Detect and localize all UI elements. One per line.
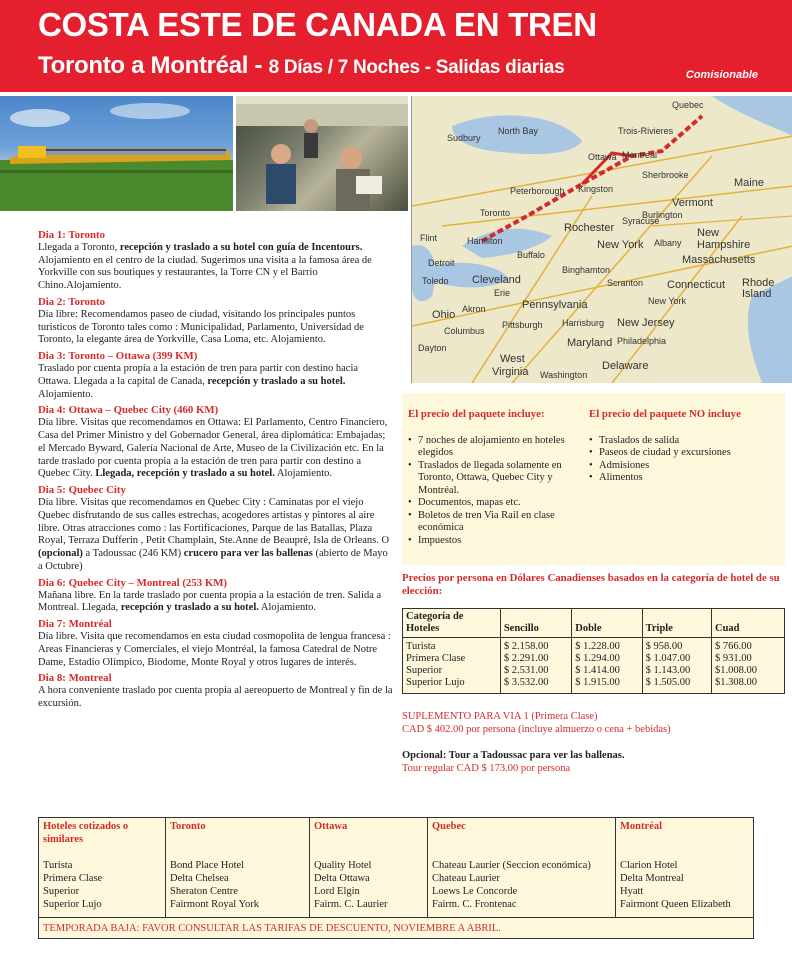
excludes-title: El precio del paquete NO incluye — [589, 408, 741, 420]
svg-text:New: New — [697, 227, 720, 239]
day-title: Dia 1: Toronto — [38, 229, 105, 241]
train-photo-art — [0, 96, 233, 211]
svg-text:Virginia: Virginia — [492, 366, 529, 378]
page-subtitle — [38, 52, 564, 80]
price-cell: $ 1.294.00 — [572, 653, 642, 665]
svg-text:Trois-Rivieres: Trois-Rivieres — [618, 126, 674, 136]
svg-text:Binghamton: Binghamton — [562, 265, 611, 275]
svg-text:Pittsburgh: Pittsburgh — [502, 320, 543, 330]
svg-text:Rochester: Rochester — [564, 222, 615, 234]
day-text: a Tadoussac (246 KM) — [82, 548, 184, 560]
hotel-column-header: Quebec — [432, 821, 466, 832]
excludes-item: • Paseos de ciudad y excursiones — [589, 447, 779, 460]
itinerary-day — [38, 618, 393, 669]
svg-text:Toledo: Toledo — [422, 276, 449, 286]
svg-text:Akron: Akron — [462, 304, 486, 314]
svg-text:Dayton: Dayton — [418, 343, 447, 353]
subtitle-route: Toronto a Montréal - — [38, 52, 269, 79]
includes-item: • 7 noches de alojamiento en hoteles elegidos — [408, 435, 583, 460]
svg-text:Hampshire: Hampshire — [697, 239, 751, 251]
day-title: Dia 7: Montréal — [38, 618, 112, 631]
price-col-header: Cuad — [712, 609, 785, 638]
price-category: Primera Clase — [406, 653, 466, 664]
day-text: Alojamiento en el centro de la ciudad. Sugerimos una visita a la famosa área de Yorkville con sus boutiques y restaurantes, la Torre CN y el Barrio Chino.Alojamiento. — [38, 254, 372, 292]
excludes-column — [589, 408, 779, 485]
price-cell: $ 1.414.00 — [572, 665, 642, 677]
price-cell: $ 958.00 — [642, 638, 711, 654]
svg-text:New Jersey: New Jersey — [617, 317, 675, 329]
passengers-photo-art — [236, 96, 408, 211]
price-category: Superior — [406, 665, 443, 676]
day-description — [38, 590, 393, 616]
header-banner — [0, 0, 792, 92]
price-row — [403, 638, 784, 654]
price-table-header — [403, 609, 784, 638]
svg-text:New York: New York — [648, 296, 687, 306]
hotel-column — [615, 818, 755, 917]
excludes-list — [589, 435, 779, 485]
price-cell: $ 2.291.00 — [500, 653, 571, 665]
low-season-note: TEMPORADA BAJA: FAVOR CONSULTAR LAS TARIFAS DE DESCUENTO, NOVIEMBRE A ABRIL. — [39, 917, 753, 939]
price-note: Precios por persona en Dólares Canadienses basados en la categoría de hotel de su elección: — [402, 572, 780, 597]
svg-text:North Bay: North Bay — [498, 126, 539, 136]
price-cell: $ 1.143.00 — [642, 665, 711, 677]
subtitle-details: 8 Días / 7 Noches - Salidas diarias — [268, 57, 565, 78]
day-highlight: crucero para ver las ballenas — [183, 548, 313, 560]
svg-text:Washington: Washington — [540, 370, 588, 380]
day-description — [38, 242, 393, 293]
svg-text:Detroit: Detroit — [428, 258, 455, 268]
commissionable-label: Comisionable — [685, 69, 758, 81]
day-description — [38, 309, 393, 347]
route-map — [411, 96, 792, 383]
price-cell: $ 2.531.00 — [500, 665, 571, 677]
svg-text:Rhode: Rhode — [742, 277, 775, 289]
day-highlight: recepción y traslado a su hotel. — [207, 375, 346, 387]
itinerary-day — [38, 484, 393, 574]
day-title: Dia 8: Montreal — [38, 672, 112, 685]
price-table — [402, 608, 785, 694]
route-map-art — [412, 96, 792, 383]
svg-text:Toronto: Toronto — [480, 208, 511, 218]
hotel-item: Clarion Hotel — [620, 860, 678, 871]
itinerary-day — [38, 296, 393, 347]
svg-text:Montreal: Montreal — [622, 150, 658, 160]
hotel-item: Loews Le Concorde — [432, 886, 518, 897]
hotel-list — [620, 859, 751, 911]
hotel-item: Primera Clase — [43, 873, 103, 884]
itinerary-day — [38, 350, 393, 401]
price-cell: $ 931.00 — [712, 653, 785, 665]
optional-title: Opcional: Tour a Tadoussac para ver las ballenas. — [402, 750, 625, 761]
price-category: Superior Lujo — [406, 677, 465, 688]
day-text: Alojamiento. — [38, 388, 94, 400]
svg-text:Sudbury: Sudbury — [447, 133, 481, 143]
svg-text:Island: Island — [742, 288, 772, 300]
day-text: Llegada a Toronto, — [38, 241, 120, 253]
supplement-price: CAD $ 402.00 por persona (incluye almuerzo o cena + bebidas) — [402, 723, 671, 735]
day-highlight: recepción y traslado a su hotel. — [120, 602, 259, 614]
includes-title: El precio del paquete incluye: — [408, 408, 545, 420]
hotel-column — [427, 818, 615, 917]
day-title: Dia 6: Quebec City – Montreal (253 KM) — [38, 576, 228, 589]
svg-text:Ottawa: Ottawa — [588, 152, 617, 162]
price-row — [403, 677, 784, 693]
excludes-item: • Traslados de salida — [589, 435, 779, 448]
day-text: Alojamiento. — [258, 602, 317, 614]
svg-text:Connecticut: Connecticut — [667, 279, 726, 291]
day-text: A hora conveniente traslado por cuenta propia al aereopuerto de Montreal y fin de la excursión. — [38, 685, 393, 709]
svg-text:Hamilton: Hamilton — [467, 236, 503, 246]
svg-text:Columbus: Columbus — [444, 326, 485, 336]
svg-text:Philadelphia: Philadelphia — [617, 336, 667, 346]
svg-text:Vermont: Vermont — [672, 197, 713, 209]
day-text: Día libre. Visitas que recomendamos en Quebec City : Caminatas por el viejo Quebec disfrutando de sus calles estrechas, acogedores artistas y pintores al aire libre. Otras atracciones como : las Fortificaciones, Parque de las Batallas, Plaza Royal, Terraza Dufferin , Petit Champlain, Ste.Anne de Beaupré, Isla de Orleans. O — [38, 496, 390, 547]
price-col-header: Doble — [572, 609, 642, 638]
via1-supplement — [402, 711, 787, 736]
hotel-column-header: Ottawa — [314, 821, 348, 832]
day-description — [38, 685, 393, 711]
day-text: Día libre. Visitas que recomendamos en Ottawa: El Parlamento, Centro Financiero, Casa del Primer Ministro y del Gobernador General, área diplomática: Embajadas; el Mercado Byward, Galería Nacional de Arte, Museo de la Civilización etc. En la tarde traslado por cuenta propia a la estación de tren para partir con destino a Quebec City. — [38, 417, 388, 480]
day-description — [38, 363, 393, 401]
excludes-item: • Admisiones — [589, 460, 779, 473]
itinerary-day — [38, 577, 393, 615]
hotel-list — [43, 859, 161, 911]
day-text: Alojamiento. — [274, 468, 333, 480]
day-text: Día libre. Visita que recomendamos en esta ciudad cosmopolita de lengua francesa : Areas Financieras y Comerciales, el viejo Montréal, la famosa Catedral de Notre Dame, Estadio Olímpico, Biodome, Monte Royal y otros lugares de interés. — [38, 630, 391, 668]
hotel-item: Bond Place Hotel — [170, 860, 245, 871]
includes-column — [408, 408, 583, 547]
svg-text:Albany: Albany — [654, 238, 682, 248]
day-description — [38, 497, 393, 574]
hotel-list — [432, 859, 611, 911]
hotel-item: Delta Chelsea — [170, 873, 229, 884]
svg-text:West: West — [500, 353, 525, 365]
hotel-item: Fairm. C. Laurier — [314, 899, 388, 910]
svg-text:Erie: Erie — [494, 288, 511, 298]
svg-text:Quebec: Quebec — [672, 100, 704, 110]
day-description — [38, 631, 393, 669]
hotel-item: Fairm. C. Frontenac — [432, 899, 517, 910]
hotel-column-header: Hoteles cotizados o similares — [43, 821, 129, 845]
includes-item: • Documentos, mapas etc. — [408, 497, 583, 510]
hotel-item: Sheraton Centre — [170, 886, 238, 897]
price-cell: $ 766.00 — [712, 638, 785, 654]
train-photo — [0, 96, 233, 211]
price-cell: $1.008.00 — [712, 665, 785, 677]
hotel-column — [165, 818, 309, 917]
hotel-item: Delta Montreal — [620, 873, 684, 884]
hotel-column — [39, 818, 165, 917]
optional-price: Tour regular CAD $ 173.00 por persona — [402, 763, 571, 774]
price-cell: $1.308.00 — [712, 677, 785, 693]
price-cell: $ 1.505.00 — [642, 677, 711, 693]
page-title: COSTA ESTE DE CANADA EN TREN — [38, 6, 597, 43]
price-cell: $ 1.915.00 — [572, 677, 642, 693]
svg-text:Delaware: Delaware — [602, 360, 649, 372]
hotel-item: Quality Hotel — [314, 860, 372, 871]
svg-text:Kingston: Kingston — [578, 184, 614, 194]
hotel-item: Lord Elgin — [314, 886, 360, 897]
svg-text:Buffalo: Buffalo — [517, 250, 545, 260]
day-text: Traslado por cuenta propia a la estación de tren para partir con destino hacia Ottawa. Llegada a la capital de Canada, — [38, 362, 359, 387]
itinerary-day — [38, 404, 393, 481]
hotel-column — [309, 818, 427, 917]
price-category: Turista — [406, 641, 436, 652]
price-cell: $ 2.158.00 — [500, 638, 571, 654]
day-highlight: (opcional) — [38, 548, 83, 560]
package-includes-box — [402, 393, 785, 565]
optional-tour — [402, 749, 787, 775]
hotel-item: Turista — [43, 860, 73, 871]
svg-text:Burlington: Burlington — [642, 210, 683, 220]
hotels-table — [38, 817, 754, 939]
price-col-header: Categoría de Hoteles — [403, 609, 500, 638]
price-row — [403, 653, 784, 665]
hotel-column-header: Montréal — [620, 821, 662, 832]
day-title: Dia 3: Toronto – Ottawa (399 KM) — [38, 350, 198, 363]
price-cell: $ 3.532.00 — [500, 677, 571, 693]
day-description — [38, 417, 393, 481]
includes-item: • Boletos de tren Via Rail en clase económica — [408, 510, 583, 535]
hotel-item: Superior Lujo — [43, 899, 102, 910]
day-text: (abierto de Mayo a Octubre) — [38, 548, 388, 572]
price-col-header: Sencillo — [500, 609, 571, 638]
svg-text:Sherbrooke: Sherbrooke — [642, 170, 689, 180]
day-title: Dia 2: Toronto — [38, 295, 105, 308]
itinerary-day — [38, 229, 393, 293]
hotel-item: Chateau Laurier (Seccion económica) — [432, 860, 591, 871]
passengers-photo — [236, 96, 408, 211]
price-row — [403, 665, 784, 677]
svg-text:Pennsylvania: Pennsylvania — [522, 299, 588, 311]
svg-text:Harrisburg: Harrisburg — [562, 318, 605, 328]
itinerary-day — [38, 672, 393, 710]
hotel-item: Fairmont Queen Elizabeth — [620, 899, 731, 910]
price-cell: $ 1.047.00 — [642, 653, 711, 665]
excludes-item: • Alimentos — [589, 472, 779, 485]
svg-text:Cleveland: Cleveland — [472, 274, 521, 286]
day-title: Dia 4: Ottawa – Quebec City (460 KM) — [38, 404, 219, 417]
svg-text:Syracuse: Syracuse — [622, 216, 660, 226]
hotel-item: Hyatt — [620, 886, 644, 897]
price-col-header: Triple — [642, 609, 711, 638]
includes-item: • Traslados de llegada solamente en Toronto, Ottawa, Quebec City y Montréal. — [408, 460, 583, 498]
day-text: Mañana libre. En la tarde traslado por cuenta propia a la estación de tren. Salida a Montreal. Llegada, — [38, 589, 382, 614]
svg-text:Scranton: Scranton — [607, 278, 644, 288]
hotel-item: Delta Ottawa — [314, 873, 370, 884]
svg-text:Massachusetts: Massachusetts — [682, 254, 756, 266]
hotel-column-header: Toronto — [170, 821, 206, 832]
includes-list — [408, 435, 583, 548]
day-text: Día libre: Recomendamos paseo de ciudad, visitando los principales puntos turísticos de Toronto tales como : Municipalidad, Parlamento, Universidad de Toronto, la elegante área de Yorkville, Casa Loma, etc. Alojamiento. — [38, 308, 364, 346]
svg-text:Maine: Maine — [734, 177, 764, 189]
hotel-item: Superior — [43, 886, 80, 897]
hotel-list — [170, 859, 305, 911]
price-cell: $ 1.228.00 — [572, 638, 642, 654]
hotel-item: Fairmont Royal York — [170, 899, 259, 910]
includes-item: • Impuestos — [408, 535, 583, 548]
svg-text:Flint: Flint — [420, 233, 438, 243]
svg-text:Maryland: Maryland — [567, 337, 613, 349]
supplement-title: SUPLEMENTO PARA VIA 1 (Primera Clase) — [402, 711, 598, 722]
itinerary — [38, 226, 393, 711]
svg-text:New York: New York — [597, 239, 644, 251]
svg-text:Peterborough: Peterborough — [510, 186, 565, 196]
hotel-list — [314, 859, 423, 911]
day-title: Dia 5: Quebec City — [38, 484, 126, 497]
svg-text:Ohio: Ohio — [432, 309, 456, 321]
day-highlight: Llegada, recepción y traslado a su hotel. — [95, 468, 275, 480]
hotel-item: Chateau Laurier — [432, 873, 500, 884]
day-highlight: recepción y traslado a su hotel con guía de Incentours. — [119, 241, 363, 253]
